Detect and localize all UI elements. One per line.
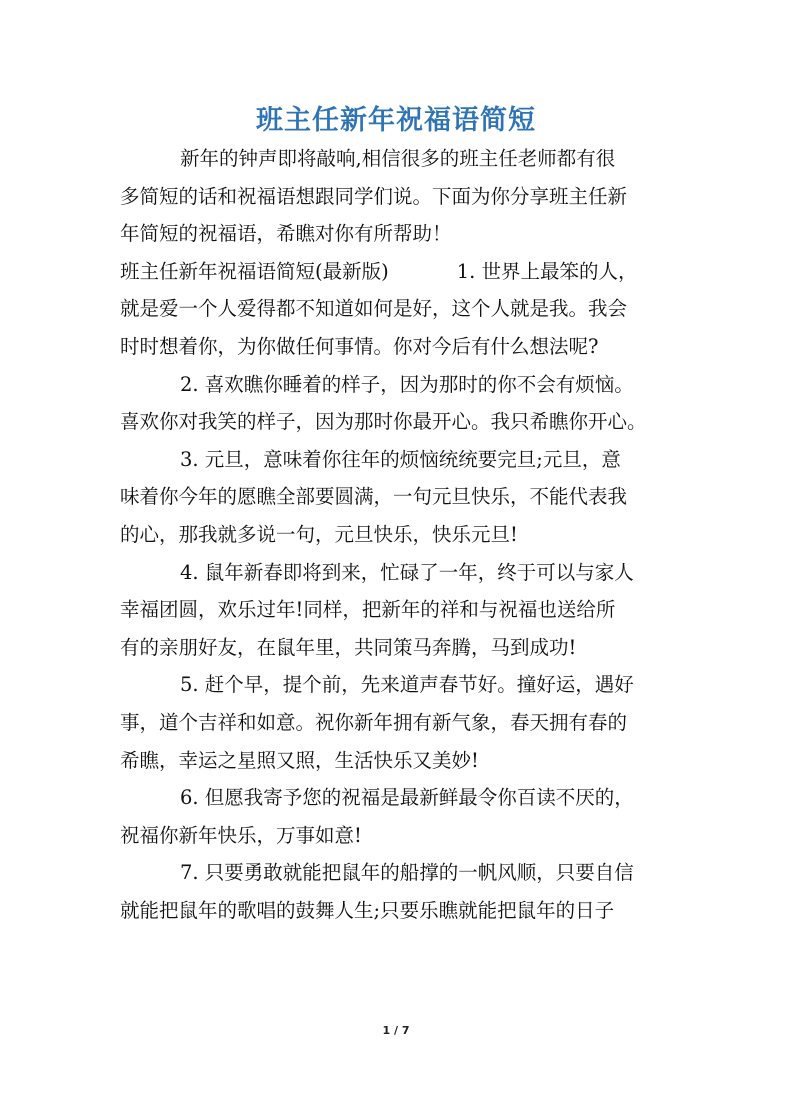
text-line: 有的亲朋好友，在鼠年里，共同策马奔腾，马到成功! [120,635,577,659]
text-line: 的心，那我就多说一句，元旦快乐，快乐元旦! [120,522,518,546]
text-line: 事，道个吉祥和如意。祝你新年拥有新气象，春天拥有春的 [120,710,628,734]
text-line: 年简短的祝福语，希瞧对你有所帮助！ [120,222,452,246]
text-line: 祝福你新年快乐，万事如意! [120,823,362,847]
text-line: 就是爱一个人爱得都不知道如何是好，这个人就是我。我会 [120,297,628,321]
text-line: 3. 元旦，意味着你往年的烦恼统统要完旦;元旦，意 [180,447,621,471]
text-line: 2. 喜欢瞧你睡着的样子，因为那时的你不会有烦恼。 [180,372,634,396]
page-indicator: 1 / 7 [382,1024,410,1037]
text-line: 多简短的话和祝福语想跟同学们说。下面为你分享班主任新 [120,184,628,208]
text-line: 希瞧，幸运之星照又照，生活快乐又美妙! [120,748,479,772]
text-line: 时时想着你，为你做任何事情。你对今后有什么想法呢? [120,334,599,358]
document-body [120,140,680,929]
document-title: 班主任新年祝福语简短 [256,105,536,136]
text-line: 6. 但愿我寄予您的祝福是最新鲜最令你百读不厌的， [180,786,634,810]
text-line: 就能把鼠年的歌唱的鼓舞人生;只要乐瞧就能把鼠年的日子 [120,898,615,922]
text-line [120,253,680,291]
text-line: 味着你今年的愿瞧全部要圆满，一句元旦快乐，不能代表我 [120,485,628,509]
section-heading: 班主任新年祝福语简短(最新版) [120,259,389,283]
text-line: 喜欢你对我笑的样子，因为那时你最开心。我只希瞧你开心。 [120,410,647,434]
text-line: 7. 只要勇敢就能把鼠年的船撑的一帆风顺，只要自信 [180,861,634,885]
text-line: 幸福团圆，欢乐过年!同样，把新年的祥和与祝福也送给所 [120,598,616,622]
text-line: 4. 鼠年新春即将到来，忙碌了一年，终于可以与家人 [180,560,634,584]
list-item-1-start: 1. 世界上最笨的人， [456,259,638,283]
text-line: 5. 赶个早，提个前，先来道声春节好。撞好运，遇好 [180,673,634,697]
text-line: 新年的钟声即将敲响,相信很多的班主任老师都有很 [180,147,616,170]
